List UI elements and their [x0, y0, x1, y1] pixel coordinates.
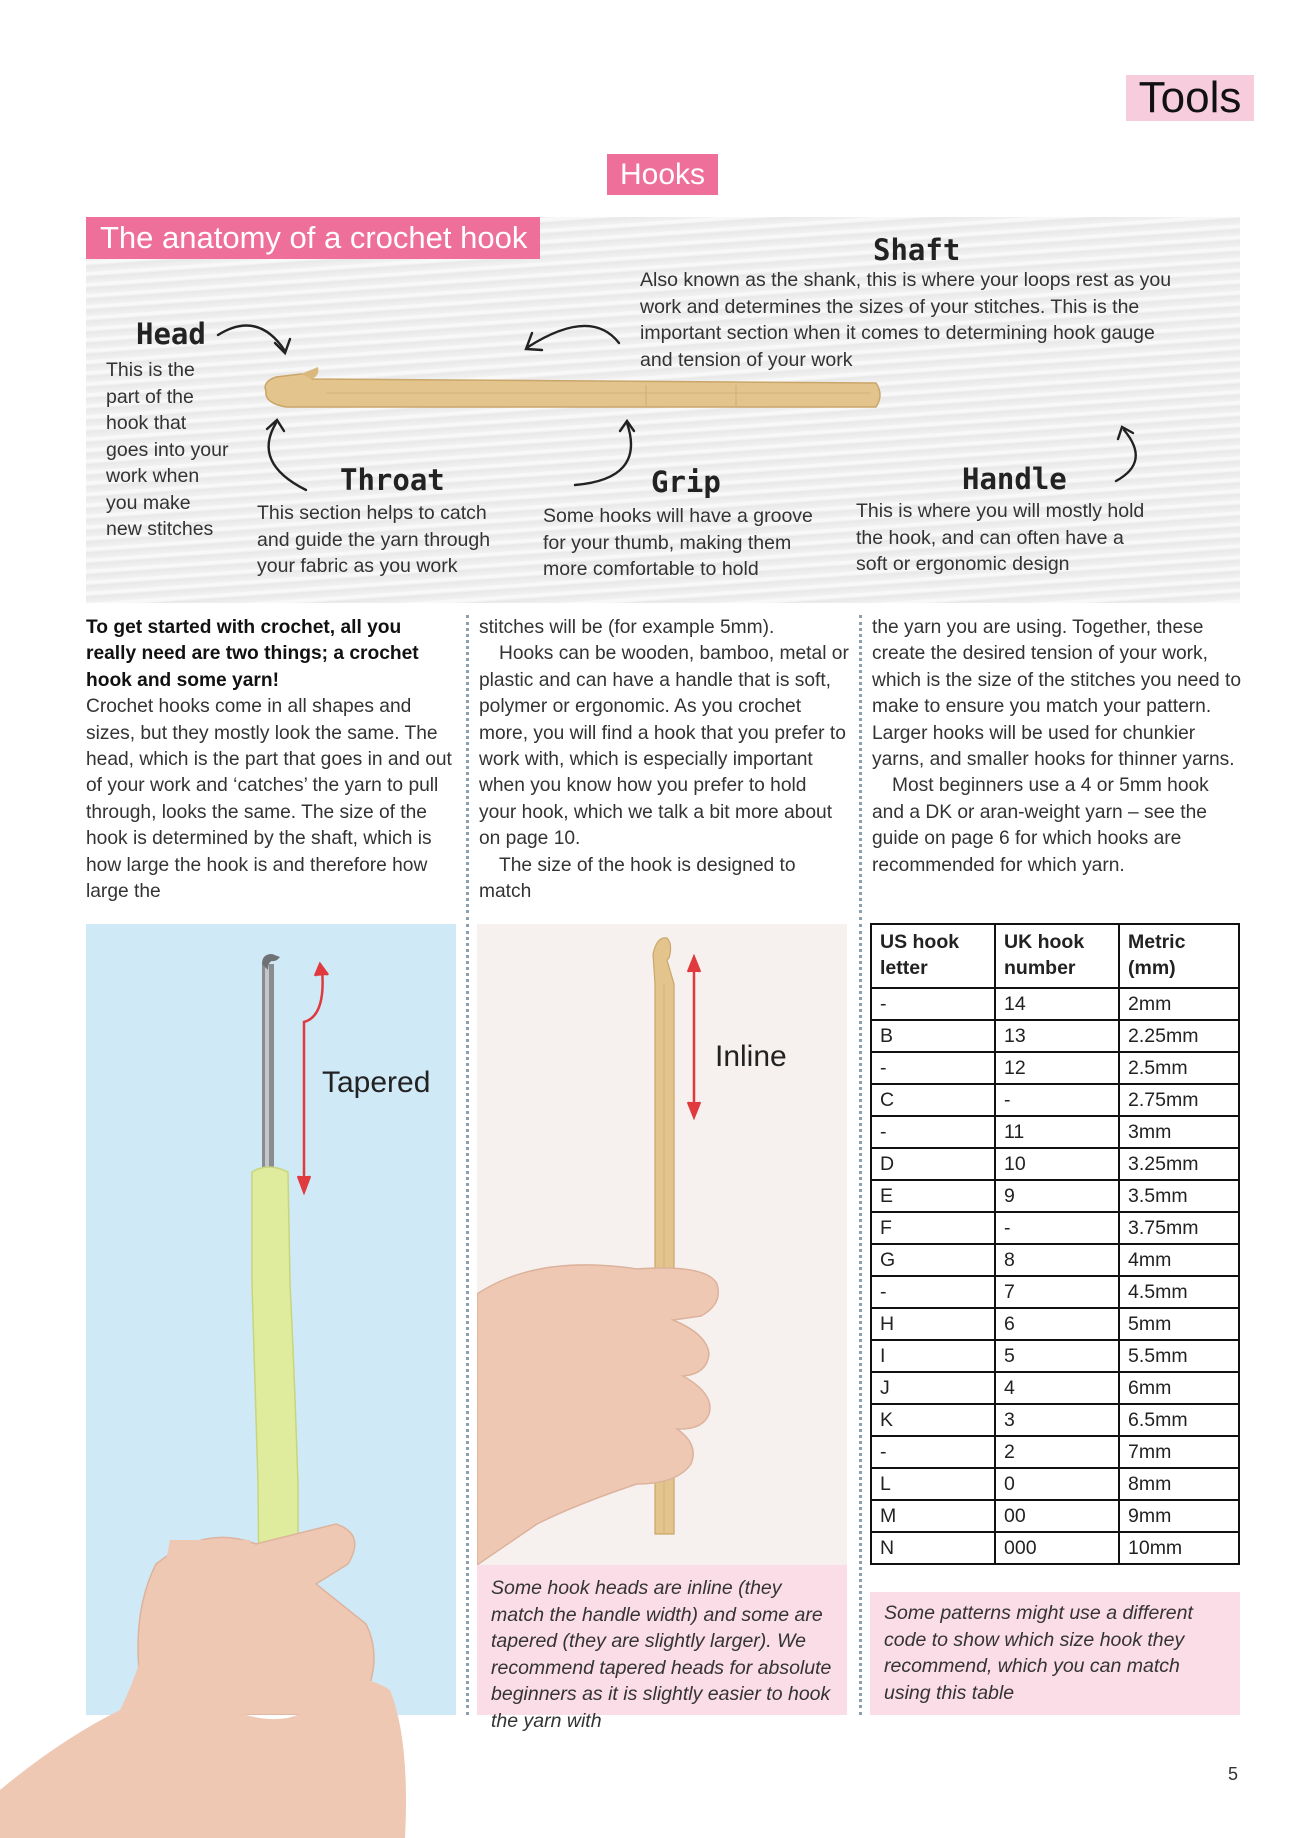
table-cell: 5.5mm: [1119, 1340, 1239, 1372]
table-cell: 000: [995, 1532, 1119, 1564]
shaft-text: Also known as the shank, this is where your loops rest as you work and determines the sizes of your stitches. This is the important section when it comes to determining hook gauge and tension of your work: [640, 269, 1172, 371]
table-cell: -: [871, 1052, 995, 1084]
table-cell: 13: [995, 1020, 1119, 1052]
table-row: [871, 1052, 1239, 1084]
table-cell: 11: [995, 1116, 1119, 1148]
table-cell: 2: [995, 1436, 1119, 1468]
column-1-text: Crochet hooks come in all shapes and sizes, but they mostly look the same. The head, which is the part that goes in and out of your work and ‘catches’ the yarn to pull through, looks the same. The size of the hook is determined by the shaft, which is how large the hook is and therefore how large the: [86, 696, 452, 903]
table-cell: K: [871, 1404, 995, 1436]
head-title: Head: [136, 317, 206, 351]
grip-text: Some hooks will have a groove for your thumb, making them more comfortable to hold: [543, 505, 813, 580]
inline-hook-photo: [477, 924, 847, 1565]
table-cell: E: [871, 1180, 995, 1212]
table-cell: 5mm: [1119, 1308, 1239, 1340]
table-cell: 3.5mm: [1119, 1180, 1239, 1212]
column-divider: [859, 615, 862, 920]
table-cell: F: [871, 1212, 995, 1244]
hand-illustration: [0, 1540, 420, 1838]
table-row: [871, 1180, 1239, 1212]
table-cell: 7mm: [1119, 1436, 1239, 1468]
table-cell: L: [871, 1468, 995, 1500]
table-row: [871, 988, 1239, 1020]
table-header-row: [871, 924, 1239, 988]
table-cell: 6: [995, 1308, 1119, 1340]
table-row: [871, 1244, 1239, 1276]
inline-hook-illustration: [477, 924, 847, 1565]
table-cell: 2mm: [1119, 988, 1239, 1020]
page-heading: Hooks: [607, 154, 718, 195]
table-cell: M: [871, 1500, 995, 1532]
table-cell: 7: [995, 1276, 1119, 1308]
table-cell: D: [871, 1148, 995, 1180]
column-divider: [859, 924, 862, 1715]
table-cell: -: [995, 1212, 1119, 1244]
table-cell: -: [871, 988, 995, 1020]
table-row: [871, 1148, 1239, 1180]
table-cell: 4mm: [1119, 1244, 1239, 1276]
table-cell: 3.75mm: [1119, 1212, 1239, 1244]
table-row: [871, 1340, 1239, 1372]
table-row: [871, 1084, 1239, 1116]
table-cell: -: [871, 1116, 995, 1148]
table-cell: 12: [995, 1052, 1119, 1084]
table-body: [871, 988, 1239, 1564]
table-cell: 3mm: [1119, 1116, 1239, 1148]
throat-text: This section helps to catch and guide the yarn through your fabric as you work: [257, 502, 491, 577]
grip-title: Grip: [651, 465, 721, 499]
bamboo-hook: [265, 374, 880, 407]
column-2-p1: stitches will be (for example 5mm).: [479, 617, 775, 638]
table-header: UK hook number: [995, 924, 1119, 988]
column-2: [479, 615, 849, 905]
table-cell: 3: [995, 1404, 1119, 1436]
column-divider: [466, 615, 469, 920]
table-row: [871, 1276, 1239, 1308]
table-header: Metric (mm): [1119, 924, 1239, 988]
table-row: [871, 1532, 1239, 1564]
handle-title: Handle: [962, 462, 1067, 496]
table-row: [871, 1404, 1239, 1436]
table-row: [871, 1212, 1239, 1244]
table-cell: C: [871, 1084, 995, 1116]
table-header: US hook letter: [871, 924, 995, 988]
column-divider: [466, 924, 469, 1715]
tapered-label: Tapered: [322, 1066, 431, 1099]
column-1: [86, 615, 456, 905]
table-cell: 4: [995, 1372, 1119, 1404]
table-caption: Some patterns might use a different code to show which size hook they recommend, which you can match using this table: [870, 1592, 1240, 1715]
table-cell: 2.5mm: [1119, 1052, 1239, 1084]
table-row: [871, 1372, 1239, 1404]
table-cell: -: [995, 1084, 1119, 1116]
table-row: [871, 1468, 1239, 1500]
column-2-p3: The size of the hook is designed to match: [479, 854, 796, 903]
table-row: [871, 1436, 1239, 1468]
page-number: 5: [1228, 1764, 1239, 1784]
table-cell: J: [871, 1372, 995, 1404]
table-cell: I: [871, 1340, 995, 1372]
inline-caption: Some hook heads are inline (they match the handle width) and some are tapered (they are slightly larger). We recommend tapered heads for absolute beginners as it is slightly easier to hook the yarn with: [477, 1565, 847, 1715]
table-cell: 8mm: [1119, 1468, 1239, 1500]
table-cell: 4.5mm: [1119, 1276, 1239, 1308]
table-cell: G: [871, 1244, 995, 1276]
table-cell: 0: [995, 1468, 1119, 1500]
anatomy-panel: [86, 217, 1240, 603]
table-cell: 9mm: [1119, 1500, 1239, 1532]
column-3: [872, 615, 1242, 879]
table-row: [871, 1308, 1239, 1340]
table-cell: 8: [995, 1244, 1119, 1276]
section-tag: Tools: [1126, 75, 1254, 121]
table-cell: 2.25mm: [1119, 1020, 1239, 1052]
table-row: [871, 1500, 1239, 1532]
table-cell: 10mm: [1119, 1532, 1239, 1564]
table-row: [871, 1116, 1239, 1148]
table-cell: 6mm: [1119, 1372, 1239, 1404]
table-cell: 2.75mm: [1119, 1084, 1239, 1116]
table-cell: 9: [995, 1180, 1119, 1212]
intro-bold: To get started with crochet, all you really need are two things; a crochet hook and some yarn!: [86, 617, 419, 691]
column-2-p2: Hooks can be wooden, bamboo, metal or plastic and can have a handle that is soft, polymer or ergonomic. As you crochet more, you will find a hook that you prefer to work with, which is especially important when you know how you prefer to hold your hook, which we talk a bit more about on page 10.: [479, 643, 849, 850]
table-cell: 14: [995, 988, 1119, 1020]
table-cell: -: [871, 1436, 995, 1468]
table-cell: N: [871, 1532, 995, 1564]
handle-text: This is where you will mostly hold the hook, and can often have a soft or ergonomic design: [856, 500, 1145, 575]
table-cell: 00: [995, 1500, 1119, 1532]
table-cell: 3.25mm: [1119, 1148, 1239, 1180]
table-cell: 10: [995, 1148, 1119, 1180]
column-3-p1: the yarn you are using. Together, these create the desired tension of your work, which is the size of the stitches you need to make to ensure you match your pattern. Larger hooks will be used for chunkier yarns, and smaller hooks for thinner yarns.: [872, 617, 1242, 771]
hook-size-table: [870, 923, 1240, 1565]
table-cell: H: [871, 1308, 995, 1340]
table-cell: 6.5mm: [1119, 1404, 1239, 1436]
anatomy-title: The anatomy of a crochet hook: [86, 217, 540, 259]
column-3-p2: Most beginners use a 4 or 5mm hook and a DK or aran-weight yarn – see the guide on page 6 for which hooks are recommended for which yarn.: [872, 775, 1209, 876]
table-cell: 5: [995, 1340, 1119, 1372]
table-cell: -: [871, 1276, 995, 1308]
table-row: [871, 1020, 1239, 1052]
head-text: This is the part of the hook that goes into your work when you make new stitches: [106, 359, 229, 540]
table-cell: B: [871, 1020, 995, 1052]
shaft-title: Shaft: [873, 233, 961, 267]
throat-title: Throat: [340, 463, 445, 497]
inline-label: Inline: [715, 1040, 787, 1073]
